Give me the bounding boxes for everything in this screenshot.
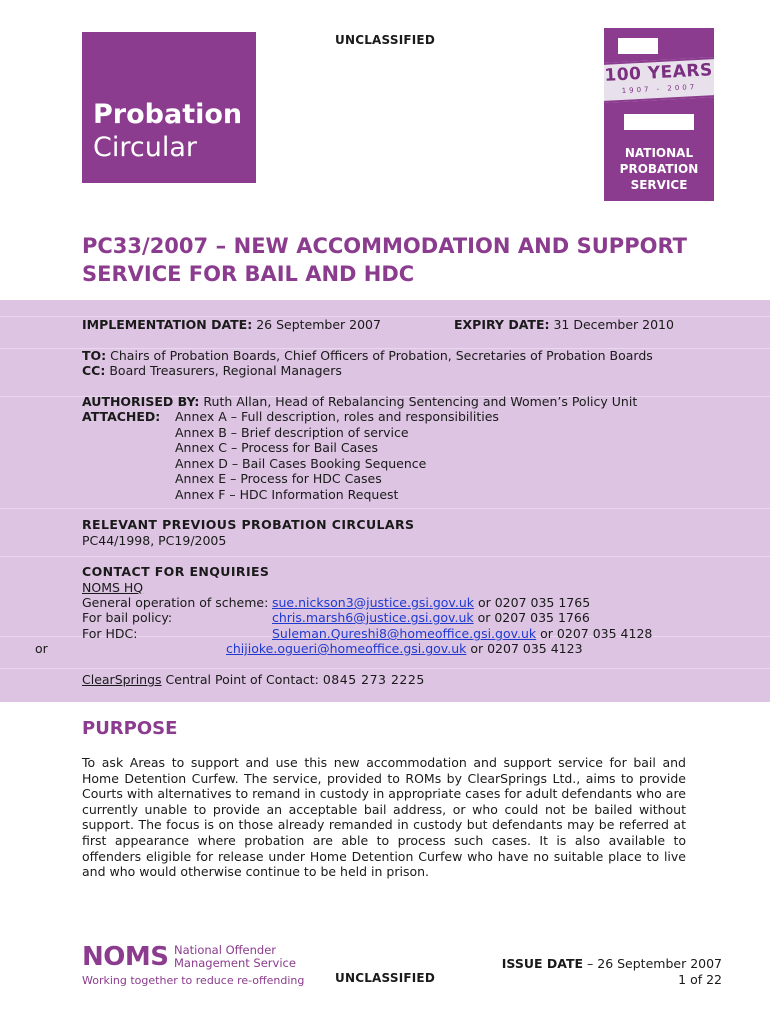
centenary-badge <box>604 57 714 103</box>
noms-wordmark: NOMS <box>82 942 169 972</box>
previous-circulars-heading: RELEVANT PREVIOUS PROBATION CIRCULARS <box>82 517 415 532</box>
alt-hdc-phone: or 0207 035 4123 <box>466 641 583 656</box>
brand-line2: Circular <box>93 132 197 163</box>
contact-org: NOMS HQ <box>82 580 144 595</box>
implementation-date <box>82 317 381 333</box>
clearsprings-text: Central Point of Contact: <box>161 672 323 687</box>
annex-item: Annex E – Process for HDC Cases <box>175 471 382 486</box>
classification-bottom: UNCLASSIFIED <box>335 971 435 985</box>
annex-item: Annex C – Process for Bail Cases <box>175 440 378 455</box>
to-value: Chairs of Probation Boards, Chief Officers of Probation, Secretaries of Probation Boards <box>110 348 653 363</box>
alt-hdc-email-link[interactable]: chijioke.ogueri@homeoffice.gsi.gov.uk <box>226 641 467 656</box>
nps-logo <box>604 28 714 201</box>
annex-item: Annex A – Full description, roles and responsibilities <box>175 409 499 424</box>
brand-line1: Probation <box>93 99 243 130</box>
general-operation-email-link[interactable]: sue.nickson3@justice.gsi.gov.uk <box>272 595 474 610</box>
cc-line <box>82 363 342 379</box>
authorised-line <box>82 394 637 410</box>
document-title: PC33/2007 – NEW ACCOMMODATION AND SUPPORT SERVICE FOR BAIL AND HDC <box>82 234 687 286</box>
noms-tagline: Working together to reduce re-offending <box>82 974 305 987</box>
hdc-label: For HDC: <box>82 626 138 641</box>
nps-line3: SERVICE <box>630 178 688 192</box>
previous-circulars-value: PC44/1998, PC19/2005 <box>82 533 227 548</box>
annex-item: Annex F – HDC Information Request <box>175 487 399 502</box>
cc-label: CC: <box>82 363 106 378</box>
nps-logo-text <box>604 145 714 193</box>
authorised-value: Ruth Allan, Head of Rebalancing Sentencing and Women’s Policy Unit <box>203 394 638 409</box>
bail-policy-phone: or 0207 035 1766 <box>473 610 590 625</box>
cc-value: Board Treasurers, Regional Managers <box>109 363 342 378</box>
or-label: or <box>35 641 48 656</box>
implementation-label: IMPLEMENTATION DATE: <box>82 317 253 332</box>
purpose-heading: PURPOSE <box>82 718 178 739</box>
issue-info <box>502 956 722 988</box>
general-operation-contact <box>272 595 590 611</box>
band-rule <box>0 508 770 509</box>
hdc-contact <box>272 626 652 642</box>
bail-policy-label: For bail policy: <box>82 610 173 625</box>
general-operation-label: General operation of scheme: <box>82 595 269 610</box>
contact-heading: CONTACT FOR ENQUIRIES <box>82 564 270 579</box>
authorised-label: AUTHORISED BY: <box>82 394 200 409</box>
alt-hdc-contact <box>226 641 583 657</box>
to-label: TO: <box>82 348 107 363</box>
clearsprings-phone: 0845 273 2225 <box>322 672 425 687</box>
noms-org-line2: Management Service <box>174 955 296 970</box>
band-rule <box>0 556 770 557</box>
clearsprings-contact <box>82 672 425 688</box>
annex-item: Annex B – Brief description of service <box>175 425 409 440</box>
page-number: 1 of 22 <box>678 972 722 987</box>
implementation-value: 26 September 2007 <box>256 317 381 332</box>
bail-policy-contact <box>272 610 590 626</box>
general-operation-phone: or 0207 035 1765 <box>474 595 591 610</box>
issue-date <box>502 956 722 972</box>
centenary-years: 100 YEARS <box>604 60 714 86</box>
logo-stripe <box>624 114 694 130</box>
nps-line1: NATIONAL <box>624 146 694 160</box>
annex-item: Annex D – Bail Cases Booking Sequence <box>175 456 427 471</box>
expiry-label: EXPIRY DATE: <box>454 317 550 332</box>
noms-org-line1: National Offender <box>174 943 277 957</box>
issue-date-value: – 26 September 2007 <box>583 956 722 971</box>
issue-date-label: ISSUE DATE <box>501 956 584 971</box>
logo-stripe <box>618 38 658 54</box>
to-line <box>82 348 653 364</box>
hdc-email-link[interactable]: Suleman.Qureshi8@homeoffice.gsi.gov.uk <box>272 626 537 641</box>
clearsprings-name: ClearSprings <box>82 672 162 687</box>
nps-line2: PROBATION <box>619 162 699 176</box>
purpose-paragraph: To ask Areas to support and use this new accommodation and support service for bail and Home Detention Curfew. The service, provided to ROMs by ClearSprings Ltd., aims to provide Courts with alternatives to remand in custody in appropriate cases for adult defendants who are currently unable to provide an acceptable bail address, or who could not be bailed without support. The focus is on those already remanded in custody but defendants may be referred at first appearance where probation are able to process such cases. It is also available to offenders eligible for release under Home Detention Curfew who have no suitable place to live and who would otherwise continue to be held in prison. <box>82 755 686 880</box>
classification-top: UNCLASSIFIED <box>335 33 435 47</box>
noms-org-name <box>174 944 296 969</box>
band-rule <box>0 668 770 669</box>
attached-label: ATTACHED: <box>82 409 161 424</box>
centenary-dates: 1907 - 2007 <box>621 83 698 95</box>
expiry-date <box>454 317 674 333</box>
probation-circular-brand <box>82 32 256 183</box>
hdc-phone: or 0207 035 4128 <box>536 626 653 641</box>
expiry-value: 31 December 2010 <box>553 317 674 332</box>
bail-policy-email-link[interactable]: chris.marsh6@justice.gsi.gov.uk <box>272 610 474 625</box>
